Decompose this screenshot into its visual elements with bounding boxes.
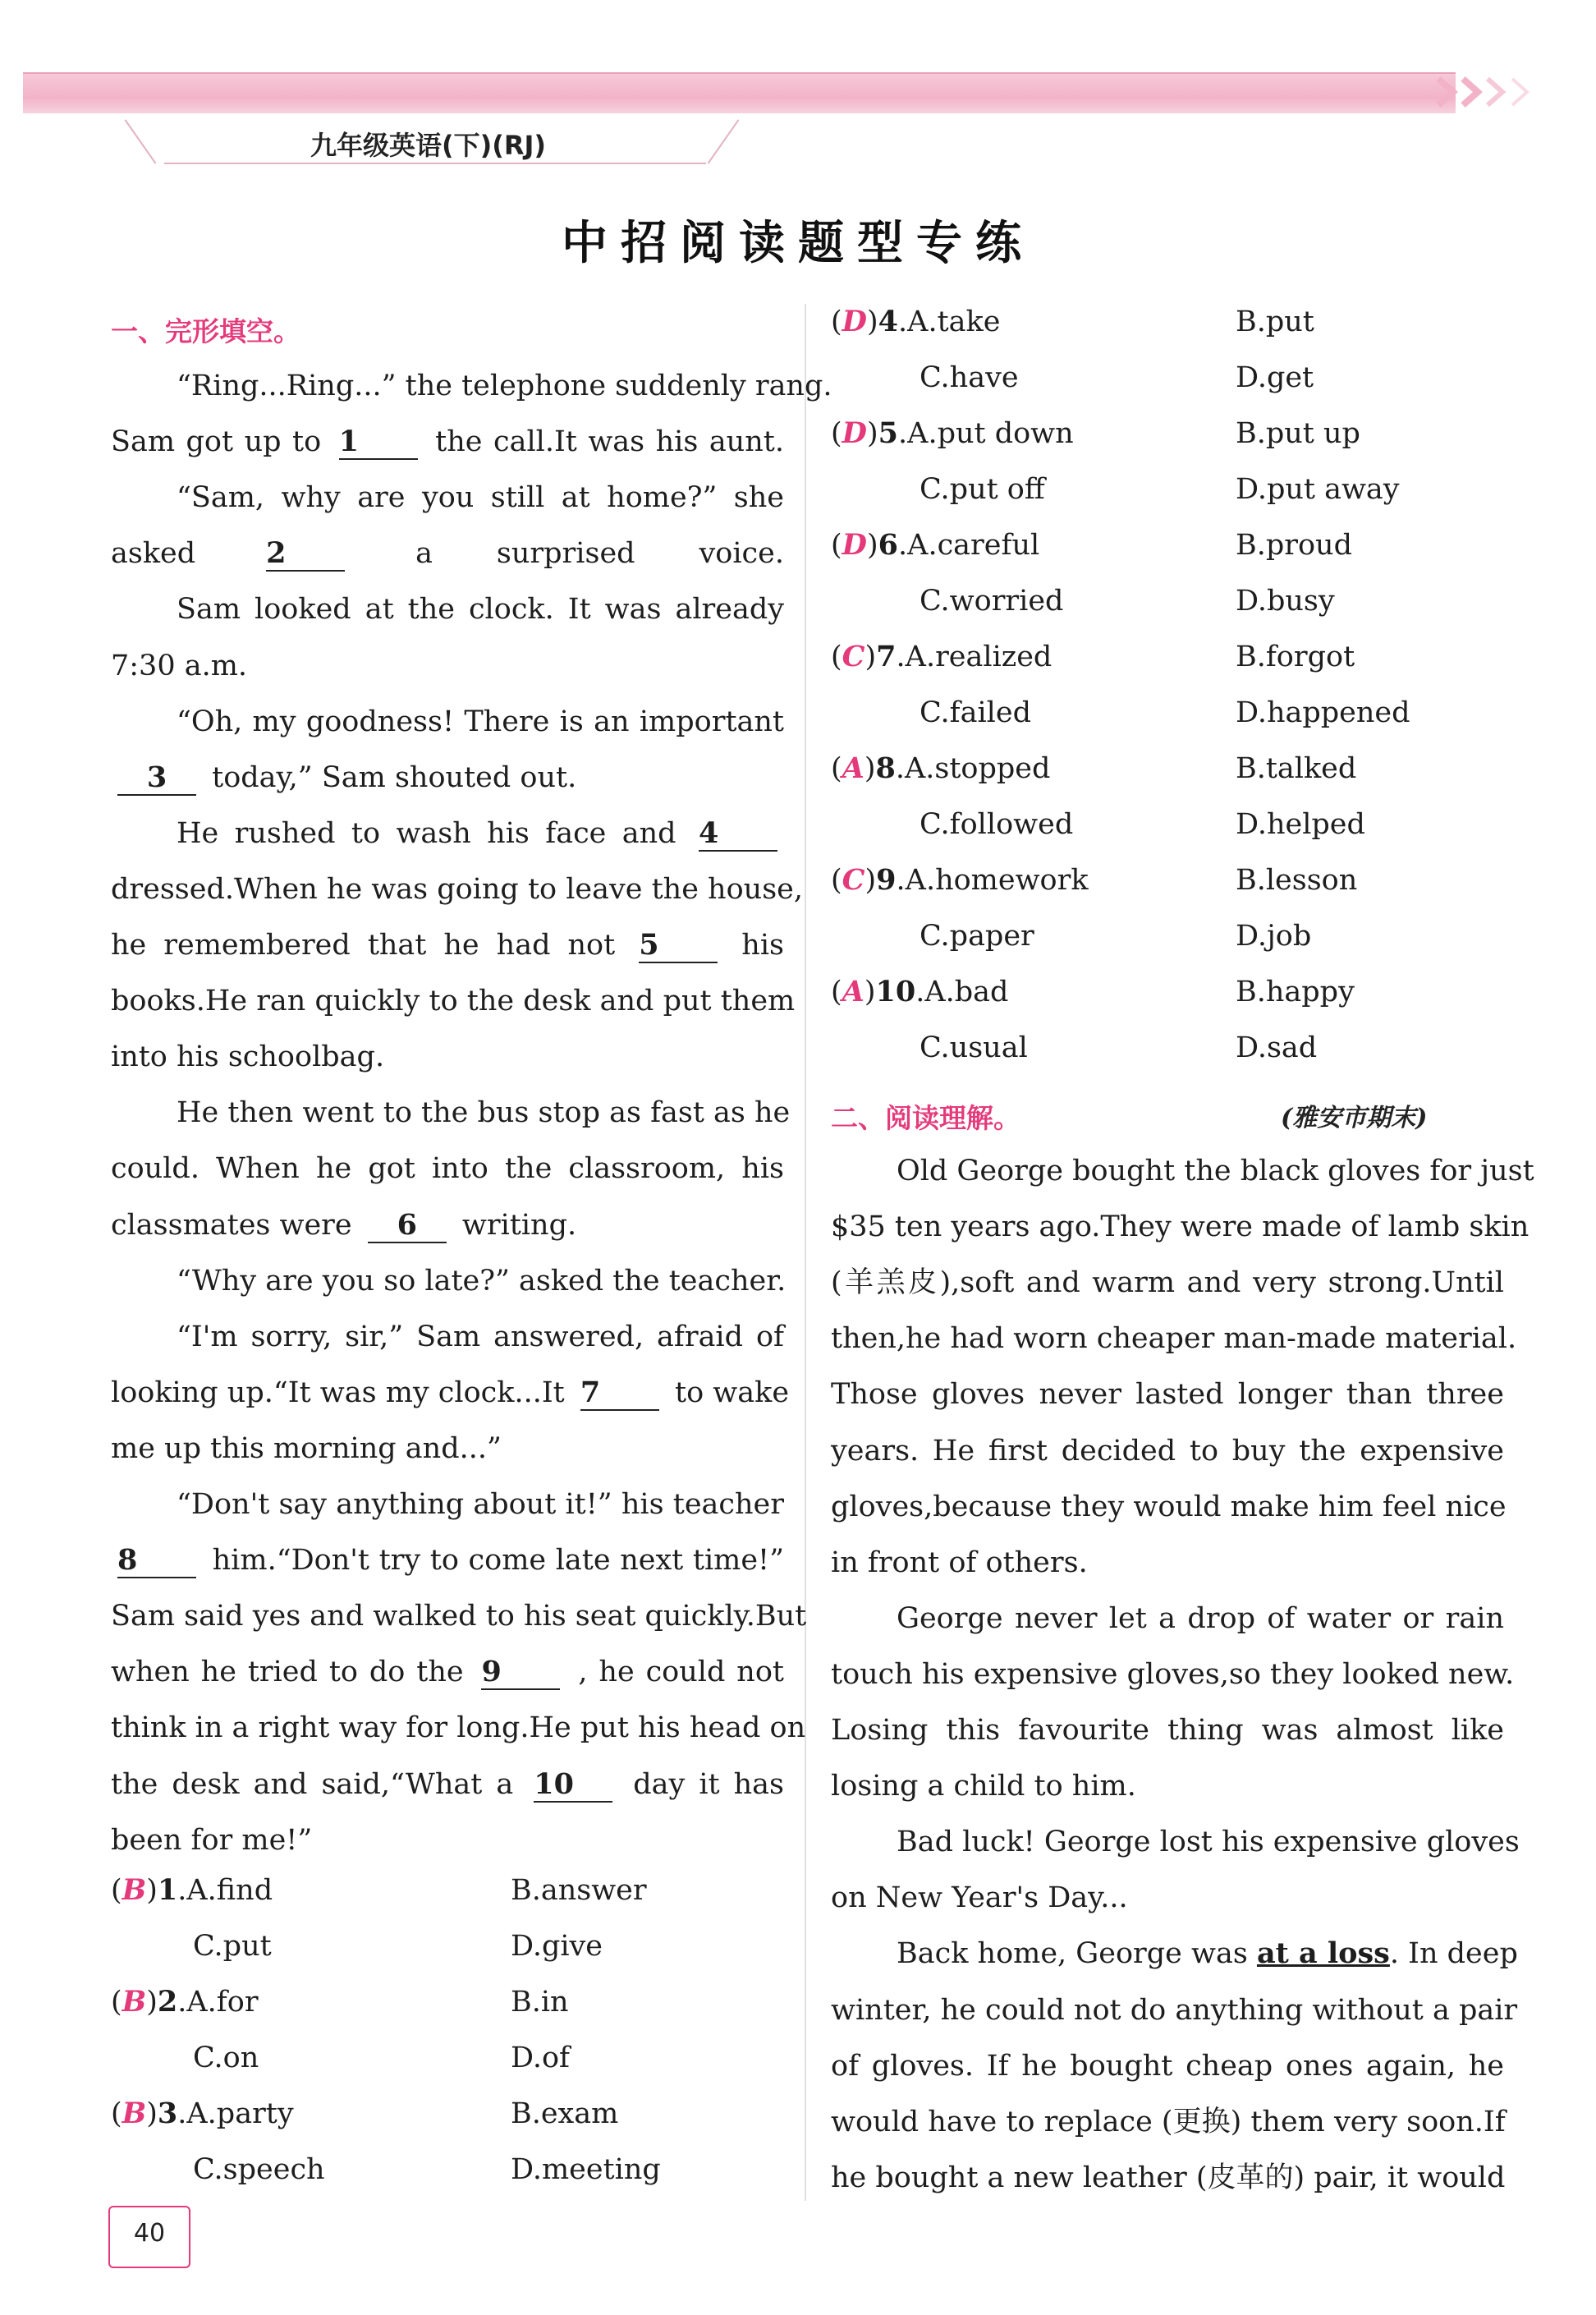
option-d: D.put away (1236, 473, 1400, 506)
option-c: C.usual (920, 1031, 1028, 1064)
option-b: B.put (1236, 305, 1314, 338)
question-number: 5 (878, 416, 899, 450)
cloze-text: writing. (461, 1208, 577, 1242)
cloze-text: a surprised voice. (415, 537, 784, 571)
answer-letter: D (842, 528, 868, 562)
page-number-box (108, 2206, 190, 2268)
option-c: C.put (193, 1930, 272, 1963)
cloze-line (111, 1654, 784, 1690)
option-d: D.of (511, 2042, 570, 2074)
cloze-text: “Oh, my goodness! There is an important (177, 705, 784, 738)
cloze-text: he remembered that he had not (111, 929, 616, 962)
cloze-text: Sam got up to (111, 425, 322, 459)
option-b: B.proud (1236, 529, 1352, 562)
header-underline (164, 163, 706, 164)
cloze-line (111, 1822, 312, 1858)
cloze-line (177, 704, 784, 740)
reading-line (897, 1153, 1534, 1189)
reading-line (831, 1992, 1518, 2028)
cloze-line (177, 1486, 784, 1523)
option-a: A.take (907, 305, 1001, 338)
cloze-text: the call.It was his aunt. (435, 425, 784, 459)
question-row: (D)5.A.put down (831, 416, 1074, 450)
question-number: 3 (157, 2097, 178, 2130)
blank-number: 5 (639, 929, 718, 963)
blank-number: 9 (481, 1656, 560, 1690)
option-c: C.worried (920, 585, 1064, 618)
option-c: C.put off (920, 473, 1045, 506)
reading-line (831, 1209, 1530, 1245)
section2-heading: 二、阅读理解。 (831, 1102, 1020, 1134)
cloze-line (177, 1095, 791, 1131)
option-c: C.failed (920, 696, 1031, 729)
cloze-text: Sam said yes and walked to his seat quickly.But (111, 1600, 807, 1633)
cloze-text: day it has (633, 1767, 784, 1801)
cloze-text: me up this morning and...” (111, 1431, 502, 1465)
reading-line (831, 1433, 1504, 1469)
option-d: D.meeting (511, 2153, 661, 2186)
cloze-text: He rushed to wash his face and (177, 816, 676, 850)
option-a: A.homework (905, 864, 1089, 897)
cloze-text: when he tried to do the (111, 1656, 464, 1689)
cloze-text: books.He ran quickly to the desk and put them (111, 985, 796, 1018)
reading-text: gloves,because they would make him feel nice (831, 1490, 1507, 1523)
question-row: (C)7.A.realized (831, 640, 1053, 673)
cloze-line (111, 1710, 806, 1746)
cloze-text: “I'm sorry, sir,” Sam answered, afraid of (177, 1320, 784, 1353)
blank-number: 4 (699, 817, 777, 852)
reading-line (831, 1489, 1507, 1525)
question-number: 7 (876, 640, 897, 673)
cloze-text: Sam looked at the clock. It was already (177, 593, 784, 627)
question-number: 2 (157, 1985, 178, 2019)
reading-text: losing a child to him. (831, 1770, 1136, 1803)
option-b: B.answer (511, 1874, 647, 1907)
blank-number: 1 (339, 425, 418, 460)
answer-letter: A (842, 751, 864, 785)
option-d: D.job (1236, 920, 1312, 953)
reading-line (831, 1376, 1504, 1412)
cloze-text: the desk and said,“What a (111, 1767, 514, 1801)
question-number: 8 (875, 751, 896, 785)
cloze-text: looking up.“It was my clock...It (111, 1376, 565, 1409)
reading-text: Losing this favourite thing was almost like (831, 1714, 1504, 1747)
reading-line (831, 1880, 1128, 1916)
cloze-line (177, 815, 784, 852)
answer-letter: B (122, 2097, 147, 2130)
question-row: (B)2.A.for (111, 1985, 259, 2019)
option-b: B.exam (511, 2097, 619, 2130)
reading-text: winter, he could not do anything without a pair (831, 1993, 1518, 2027)
option-a: A.find (186, 1874, 273, 1907)
question-number: 10 (875, 975, 916, 1008)
answer-letter: B (122, 1873, 147, 1907)
reading-line (831, 2104, 1504, 2140)
cloze-text: “Don't say anything about it!” his teacher (177, 1488, 784, 1521)
cloze-text: asked (111, 537, 196, 571)
reading-text: George never let a drop of water or rain (897, 1601, 1504, 1635)
answer-letter: A (842, 975, 864, 1008)
question-number: 6 (878, 528, 899, 562)
header-band (23, 72, 1456, 113)
cloze-line (111, 871, 803, 907)
question-row: (B)3.A.party (111, 2097, 294, 2130)
reading-text: years. He first decided to buy the expensive (831, 1434, 1504, 1468)
option-b: B.lesson (1236, 864, 1358, 897)
cloze-text: today,” Sam shouted out. (212, 760, 577, 794)
header-decor-right (708, 119, 740, 163)
blank-number: 2 (266, 537, 345, 572)
option-b: B.in (511, 1986, 569, 2019)
reading-text: (羊羔皮),soft and warm and very strong.Until (831, 1266, 1504, 1300)
reading-text: he bought a new leather (皮革的) pair, it would (831, 2161, 1506, 2194)
option-a: A.party (186, 2097, 294, 2130)
cloze-line (111, 1542, 784, 1578)
option-a: A.stopped (904, 752, 1051, 785)
question-row: (A)8.A.stopped (831, 751, 1051, 785)
section1-heading: 一、完形填空。 (111, 315, 300, 347)
cloze-line (177, 1319, 784, 1355)
cloze-line (111, 1766, 784, 1803)
question-number: 9 (876, 863, 897, 897)
option-d: D.sad (1236, 1031, 1318, 1064)
page-number: 40 (133, 2219, 166, 2248)
option-b: B.happy (1236, 976, 1355, 1008)
option-c: C.have (920, 361, 1019, 394)
option-d: D.give (511, 1930, 603, 1963)
reading-text: . In deep (1389, 1937, 1518, 1971)
column-divider (805, 304, 806, 2201)
question-number: 1 (157, 1873, 178, 1907)
option-c: C.paper (920, 920, 1034, 953)
reading-line (831, 1545, 1088, 1581)
option-a: A.put down (907, 417, 1074, 450)
cloze-text: He then went to the bus stop as fast as he (177, 1096, 791, 1130)
cloze-line (111, 983, 796, 1019)
option-c: C.on (193, 2042, 259, 2074)
option-b: B.forgot (1236, 641, 1355, 673)
reading-text: $35 ten years ago.They were made of lamb skin (831, 1210, 1530, 1244)
cloze-line (111, 1039, 384, 1075)
reading-text: then,he had worn cheaper man-made material. (831, 1322, 1517, 1356)
option-c: C.speech (193, 2153, 325, 2186)
blank-number: 6 (368, 1209, 447, 1243)
blank-number: 8 (117, 1544, 196, 1578)
option-d: D.helped (1236, 808, 1365, 841)
blank-number: 10 (534, 1768, 612, 1803)
page-title: 中招阅读题型专练 (562, 216, 1034, 270)
cloze-line (111, 1431, 502, 1467)
cloze-text: to wake (675, 1376, 790, 1409)
reading-line (831, 1321, 1517, 1357)
question-row: (D)4.A.take (831, 305, 1001, 338)
cloze-text: 7:30 a.m. (111, 649, 248, 682)
option-c: C.followed (920, 808, 1074, 841)
cloze-text: “Sam, why are you still at home?” she (177, 481, 784, 515)
question-row: (B)1.A.find (111, 1873, 273, 1907)
reading-text: Those gloves never lasted longer than three (831, 1378, 1504, 1412)
option-b: B.put up (1236, 417, 1360, 450)
cloze-line (111, 1207, 576, 1243)
cloze-text: him.“Don't try to come late next time!” (212, 1544, 784, 1578)
cloze-line (177, 368, 832, 404)
reading-text: Bad luck! George lost his expensive gloves (897, 1826, 1520, 1859)
cloze-text: , he could not (578, 1656, 784, 1689)
cloze-text: “Why are you so late?” asked the teacher. (177, 1264, 787, 1298)
reading-line (897, 1601, 1504, 1637)
reading-text: would have to replace (更换) them very soon.If (831, 2105, 1506, 2138)
cloze-line (111, 760, 576, 796)
question-row: (C)9.A.homework (831, 863, 1089, 897)
cloze-line (111, 648, 247, 684)
reading-text: on New Year's Day... (831, 1881, 1128, 1915)
cloze-line (111, 927, 784, 963)
reading-line (831, 2048, 1504, 2084)
option-d: D.happened (1236, 696, 1410, 729)
reading-line (831, 2160, 1504, 2196)
reading-text: Back home, George was (897, 1937, 1248, 1971)
blank-number: 3 (117, 761, 196, 796)
cloze-line (111, 1375, 790, 1411)
cloze-line (177, 480, 784, 516)
option-d: D.get (1236, 361, 1314, 394)
book-label: 九年级英语(下)(RJ) (310, 130, 547, 161)
option-d: D.busy (1236, 585, 1335, 618)
reading-line (897, 1824, 1520, 1860)
option-a: A.for (186, 1986, 259, 2019)
answer-letter: D (842, 416, 868, 450)
cloze-text: his (741, 929, 784, 962)
cloze-text: classmates were (111, 1208, 352, 1242)
reading-text: touch his expensive gloves,so they looked new. (831, 1657, 1515, 1691)
option-b: B.talked (1236, 752, 1357, 785)
key-phrase: at a loss (1256, 1936, 1390, 1971)
option-a: A.careful (907, 529, 1040, 562)
chevron-arrows-icon (1435, 74, 1534, 110)
answer-letter: B (122, 1985, 147, 2019)
cloze-text: could. When he got into the classroom, his (111, 1152, 784, 1186)
cloze-text: been for me!” (111, 1823, 313, 1857)
question-number: 4 (878, 305, 899, 338)
option-a: A.realized (905, 641, 1053, 673)
cloze-text: “Ring...Ring...” the telephone suddenly rang. (177, 370, 832, 402)
cloze-line (177, 591, 784, 627)
cloze-text: dressed.When he was going to leave the house, (111, 872, 803, 906)
cloze-line (111, 424, 784, 460)
header-decor-left (125, 119, 157, 163)
reading-line (831, 1712, 1504, 1748)
answer-letter: D (842, 305, 868, 338)
question-row: (D)6.A.careful (831, 528, 1040, 562)
source-note: (雅安市期末) (1281, 1104, 1428, 1132)
cloze-text: into his schoolbag. (111, 1040, 385, 1074)
reading-line (831, 1656, 1515, 1693)
reading-text: in front of others. (831, 1546, 1088, 1579)
cloze-text: think in a right way for long.He put his head on (111, 1711, 806, 1745)
answer-letter: C (842, 640, 865, 673)
answer-letter: C (842, 863, 865, 897)
cloze-line (111, 1151, 784, 1187)
option-a: A.bad (924, 976, 1009, 1008)
question-row: (A)10.A.bad (831, 975, 1009, 1008)
reading-text: Old George bought the black gloves for just (897, 1155, 1534, 1187)
reading-text: of gloves. If he bought cheap ones again, he (831, 2049, 1504, 2083)
reading-line (831, 1265, 1504, 1301)
cloze-line (177, 1263, 787, 1299)
reading-line (897, 1936, 1518, 1972)
cloze-line (111, 535, 784, 572)
cloze-line (111, 1598, 807, 1634)
reading-line (831, 1768, 1136, 1804)
blank-number: 7 (580, 1376, 659, 1411)
